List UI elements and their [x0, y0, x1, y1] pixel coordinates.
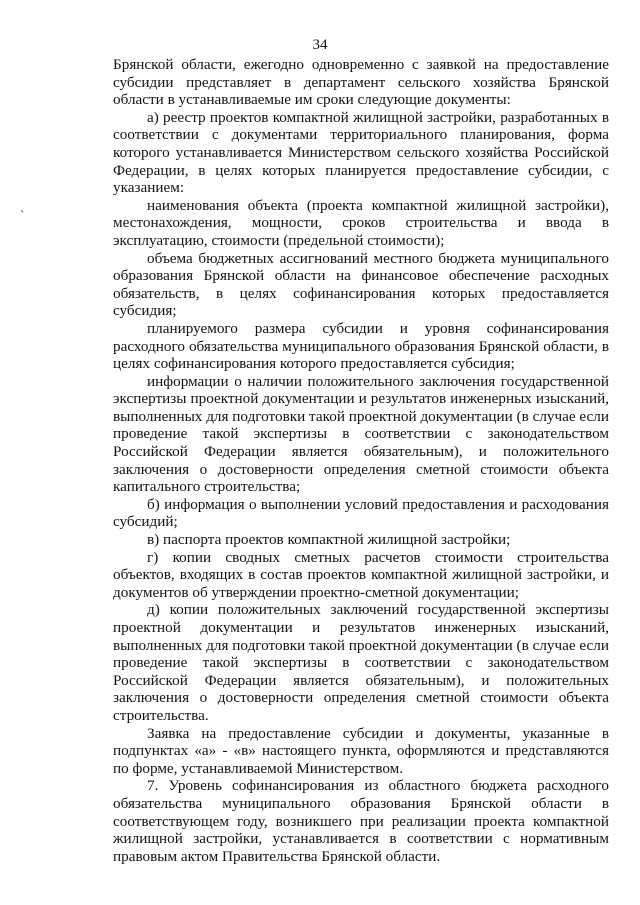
- paragraph-expertise-info: информации о наличии положительного заключения государственной экспертизы проектной документации и результатов инженерных изысканий, выполненных для подготовки такой проектной документации (в случае если проведение такой экспертизы в соответствии с законодательством Российской Федерации является обязательным), и положительного заключения о достоверности определения сметной стоимости объекта капитального строительства;: [113, 372, 609, 496]
- document-body: [113, 56, 609, 865]
- paragraph-point-7: 7. Уровень софинансирования из областного бюджета расходного обязательства муниципального образования Брянской области в соответствующем году, возникшего при реализации проекта компактной жилищной застройки, устанавливается в соответствии с нормативным правовым актом Правительства Брянской области.: [113, 777, 609, 865]
- paragraph-item-v: в) паспорта проектов компактной жилищной застройки;: [147, 531, 511, 549]
- paragraph-item-g: г) копии сводных сметных расчетов стоимости строительства объектов, входящих в состав проектов компактной жилищной застройки, и документов об утверждении проектно-сметной документации;: [113, 548, 609, 601]
- paragraph-subsidy-size: планируемого размера субсидии и уровня софинансирования расходного обязательства муниципального образования Брянской области, в целях софинансирования которого предоставляется субсидия;: [113, 319, 609, 373]
- paragraph-intro: Брянской области, ежегодно одновременно с заявкой на предоставление субсидии представляет в департамент сельского хозяйства Брянской области в устанавливаемые им сроки следующие документы:: [113, 56, 609, 109]
- paragraph-item-a: а) реестр проектов компактной жилищной застройки, разработанных в соответствии с документами территориального планирования, форма которого устанавливается Министерством сельского хозяйства Российской Федерации, в целях которых планируется предоставление субсидии, с указанием:: [113, 108, 609, 197]
- margin-mark: ˏ: [20, 198, 25, 213]
- paragraph-budget-volume: объема бюджетных ассигнований местного бюджета муниципального образования Брянской области на финансовое обеспечение расходных обязательств, в целях софинансирования которых предоставляется субсидия;: [113, 249, 609, 320]
- paragraph-item-b: б) информация о выполнении условий предоставления и расходования субсидий;: [113, 495, 609, 531]
- paragraph-object-name: наименования объекта (проекта компактной жилищной застройки), местонахождения, мощности, сроков строительства и ввода в эксплуатацию, стоимости (предельной стоимости);: [113, 196, 609, 249]
- paragraph-application: Заявка на предоставление субсидии и документы, указанные в подпунктах «а» - «в» настоящего пункта, оформляются и представляются по форме, устанавливаемой Министерством.: [113, 724, 609, 777]
- page-number: 34: [312, 37, 328, 53]
- paragraph-item-d: д) копии положительных заключений государственной экспертизы проектной документации и результатов инженерных изысканий, выполненных для подготовки такой проектной документации (в случае если проведение такой экспертизы в соответствии с законодательством Российской Федерации является обязательным), и положительных заключения о достоверности определения сметной стоимости объекта строительства.: [113, 601, 609, 724]
